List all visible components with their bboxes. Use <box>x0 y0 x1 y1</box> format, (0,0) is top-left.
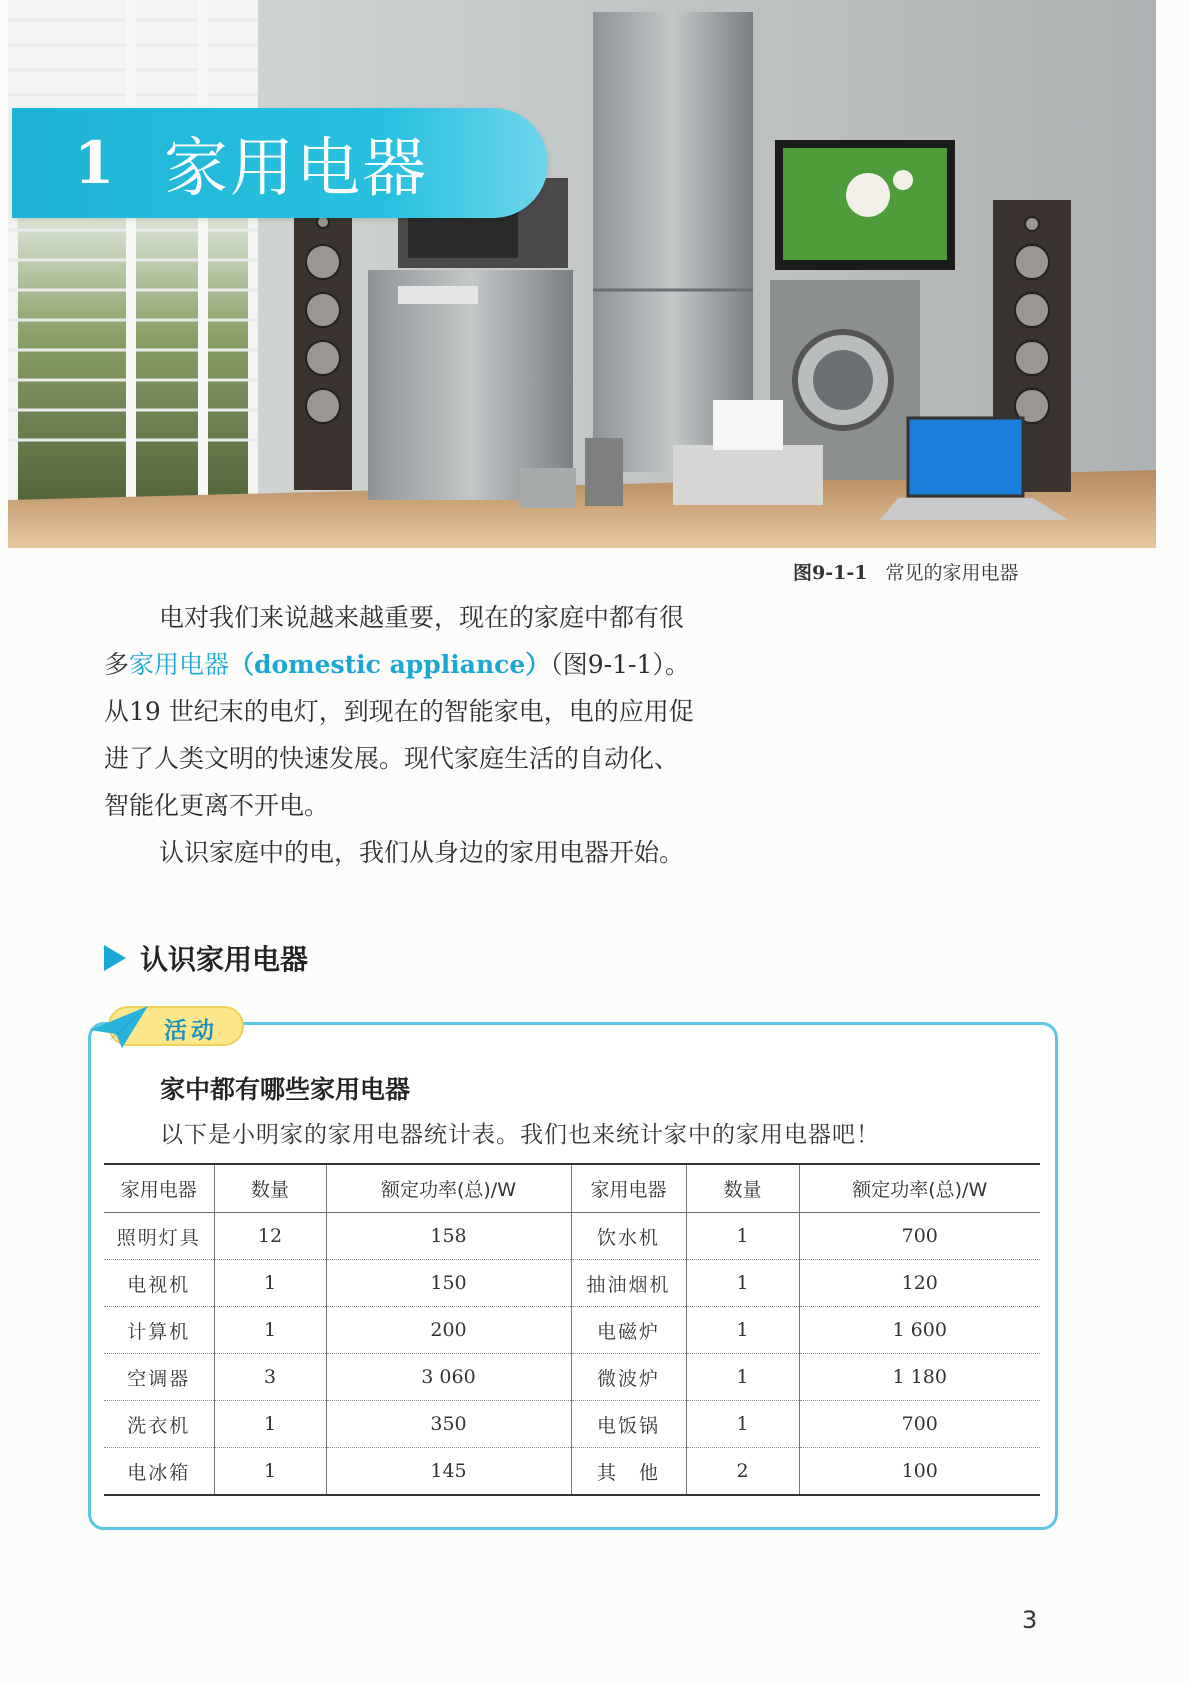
table-cell: 3 <box>214 1354 326 1401</box>
table-cell: 1 <box>686 1260 799 1307</box>
figure-caption-text: 常见的家用电器 <box>885 562 1019 584</box>
activity-label: 活动 <box>164 1018 218 1044</box>
table-cell: 12 <box>214 1213 326 1260</box>
table-cell: 1 600 <box>799 1307 1040 1354</box>
intro-paragraph-2: 认识家庭中的电，我们从身边的家用电器开始。 <box>159 838 685 867</box>
table-cell: 电饭锅 <box>571 1401 686 1448</box>
column-header: 额定功率(总)/W <box>799 1164 1040 1213</box>
table-cell: 抽油烟机 <box>571 1260 686 1307</box>
table-cell: 200 <box>326 1307 571 1354</box>
intro-paragraph-1 <box>104 594 694 829</box>
figure-caption <box>793 558 1018 585</box>
table-row <box>104 1213 1040 1260</box>
intro-text <box>104 594 694 876</box>
table-cell: 照明灯具 <box>104 1213 214 1260</box>
table-cell: 电冰箱 <box>104 1448 214 1496</box>
table-cell: 电磁炉 <box>571 1307 686 1354</box>
table-cell: 3 060 <box>326 1354 571 1401</box>
figure-number: 图9-1-1 <box>793 562 868 584</box>
page-number: 3 <box>1022 1606 1038 1634</box>
section-heading <box>104 938 308 978</box>
table-row <box>104 1448 1040 1496</box>
intro-p1-before: 电对我们来说越来越重要，现在的家庭中都有很多 <box>104 603 685 679</box>
activity-title: 家中都有哪些家用电器 <box>160 1075 411 1104</box>
table-cell: 2 <box>686 1448 799 1496</box>
table-cell: 电视机 <box>104 1260 214 1307</box>
appliances-illustration <box>8 0 1156 548</box>
table-cell: 1 180 <box>799 1354 1040 1401</box>
table-cell: 洗衣机 <box>104 1401 214 1448</box>
table-cell: 1 <box>686 1401 799 1448</box>
table-row <box>104 1260 1040 1307</box>
table-cell: 145 <box>326 1448 571 1496</box>
table-row <box>104 1401 1040 1448</box>
table-cell: 100 <box>799 1448 1040 1496</box>
column-header: 家用电器 <box>571 1164 686 1213</box>
paper-plane-icon <box>86 1002 152 1052</box>
table-cell: 1 <box>214 1401 326 1448</box>
table-cell: 计算机 <box>104 1307 214 1354</box>
table-cell: 700 <box>799 1213 1040 1260</box>
triangle-marker-icon <box>104 945 126 971</box>
table-cell: 150 <box>326 1260 571 1307</box>
table-cell: 1 <box>686 1307 799 1354</box>
column-header: 数量 <box>214 1164 326 1213</box>
table-cell: 空调器 <box>104 1354 214 1401</box>
table-cell: 微波炉 <box>571 1354 686 1401</box>
table-cell: 其 他 <box>571 1448 686 1496</box>
table-header-row <box>104 1164 1040 1213</box>
table-cell: 350 <box>326 1401 571 1448</box>
chapter-banner <box>12 108 548 218</box>
table-cell: 1 <box>214 1307 326 1354</box>
chapter-number: 1 <box>74 129 115 197</box>
key-term: 家用电器 <box>129 650 230 679</box>
table-cell: 饮水机 <box>571 1213 686 1260</box>
table-cell: 120 <box>799 1260 1040 1307</box>
table-cell: 1 <box>686 1354 799 1401</box>
table-cell: 158 <box>326 1213 571 1260</box>
appliance-table <box>104 1163 1040 1496</box>
column-header: 家用电器 <box>104 1164 214 1213</box>
section-title: 认识家用电器 <box>140 943 309 976</box>
table-cell: 1 <box>686 1213 799 1260</box>
hero-illustration <box>8 0 1156 548</box>
key-term-english: （domestic appliance） <box>229 650 551 679</box>
table-row <box>104 1354 1040 1401</box>
table-cell: 1 <box>214 1448 326 1496</box>
chapter-title: 家用电器 <box>164 132 428 206</box>
table-row <box>104 1307 1040 1354</box>
table-cell: 1 <box>214 1260 326 1307</box>
activity-tag <box>86 1002 256 1052</box>
intro-p1-after: （图9-1-1）。从19 世纪末的电灯，到现在的智能家电，电的应用促进了人类文明的快速发展。现代家庭生活的自动化、智能化更离不开电。 <box>104 650 694 820</box>
column-header: 数量 <box>686 1164 799 1213</box>
activity-description: 以下是小明家的家用电器统计表。我们也来统计家中的家用电器吧！ <box>160 1122 880 1148</box>
column-header: 额定功率(总)/W <box>326 1164 571 1213</box>
table-cell: 700 <box>799 1401 1040 1448</box>
